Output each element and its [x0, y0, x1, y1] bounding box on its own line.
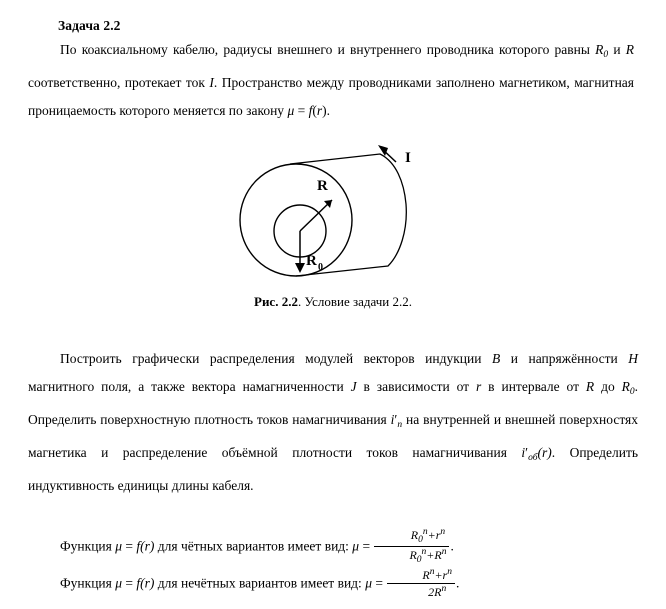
intro-text-2: и — [608, 42, 626, 57]
formula-odd-numerator — [387, 567, 455, 584]
symbol-R0: R — [595, 42, 604, 57]
body-text-1: Построить графически распределения модулей векторов индукции — [60, 351, 492, 366]
symbol-i-surface-prime: ′ — [394, 412, 398, 427]
intro-text-3: соответственно, протекает ток — [28, 75, 210, 90]
formula-even-eq2: = — [359, 538, 374, 554]
figure-caption-text: . Условие задачи 2.2. — [297, 294, 412, 309]
figure-svg — [228, 138, 448, 290]
formula-odd-f: f — [136, 575, 141, 591]
frac-odd-num-r-sup: n — [447, 567, 452, 577]
figure-label-R: R — [317, 178, 328, 194]
formula-odd-fraction — [387, 567, 455, 600]
coaxial-cable-figure — [228, 138, 448, 290]
frac-odd-den-2R: 2R — [428, 584, 442, 599]
formula-even-mu2: μ — [352, 538, 360, 554]
formula-odd-eq2: = — [371, 575, 387, 591]
page-title: Задача 2.2 — [58, 18, 121, 33]
symbol-i-volume: i — [521, 445, 526, 460]
symbol-R0-body: R — [621, 379, 630, 394]
figure-label-I: I — [405, 150, 411, 166]
symbol-R0-subscript: 0 — [603, 50, 609, 60]
body-text-4: в зависимости от — [356, 379, 476, 394]
intro-text-1: По коаксиальному кабелю, радиусы внешнего и внутреннего проводника которого равны — [60, 42, 596, 57]
symbol-i-volume-prime: ′ — [525, 445, 529, 460]
formula-even-arg: (r) — [140, 538, 155, 554]
formula-odd-denominator — [387, 584, 455, 600]
formula-odd-variants — [28, 568, 638, 601]
figure-label-R0-subscript: 0 — [318, 262, 323, 273]
figure-caption-number: Рис. 2.2 — [254, 294, 298, 309]
radius-R0-arrowhead — [295, 263, 305, 273]
body-text-7: . Определить поверхностную плотность токов намагничивания — [28, 379, 638, 427]
frac-odd-num-plus-r: +r — [434, 568, 448, 582]
symbol-i-surface-subscript: п — [397, 420, 403, 430]
formula-even-period: . — [450, 538, 454, 554]
symbol-f: f — [308, 103, 313, 118]
frac-odd-den-sup: n — [441, 583, 447, 594]
formula-odd-mu: μ — [115, 575, 123, 591]
body-text-8: на внутренней и внешней поверхностях магнетика и распределение объёмной плотности токов намагничивания — [28, 412, 638, 460]
formula-even-numerator — [374, 527, 449, 547]
symbol-r: r — [316, 103, 323, 118]
body-text-5: в интервале от — [481, 379, 586, 394]
symbol-r-body: r — [476, 379, 482, 394]
outer-conductor-circle — [240, 164, 352, 276]
figure-caption — [0, 294, 666, 310]
intro-paragraph — [28, 36, 634, 125]
formula-even-mu: μ — [115, 538, 123, 554]
formula-even-fraction — [374, 527, 449, 566]
symbol-R: R — [625, 42, 634, 57]
body-text-9: . Определить индуктивность единицы длины кабеля. — [28, 445, 639, 493]
formula-even-text-2: для чётных вариантов имеет вид: — [154, 538, 353, 554]
formula-odd-period: . — [455, 575, 460, 591]
body-text-3: магнитного поля, а также вектора намагниченности — [28, 379, 351, 394]
formula-odd-mu2: μ — [365, 575, 372, 591]
intro-period: . — [326, 103, 330, 118]
frac-num-R-sub: 0 — [418, 535, 423, 545]
intro-text-4: . Пространство между проводниками заполнено магнетиком, магнитная проницаемость которого меняется по закону — [28, 75, 634, 118]
figure-label-R0: R — [306, 253, 317, 269]
symbol-i-surface: i — [390, 412, 395, 427]
frac-num-R-sup: n — [422, 527, 428, 537]
symbol-mu: μ — [287, 103, 295, 118]
body-text-6: до — [594, 379, 622, 394]
frac-num-r-sup: n — [440, 527, 446, 537]
formula-even-text-1: Функция — [60, 538, 116, 554]
symbol-B: B — [491, 351, 501, 366]
formula-odd-text-1: Функция — [60, 575, 116, 591]
symbol-i-volume-arg: (r) — [537, 445, 552, 460]
formula-odd-eq1: = — [122, 575, 137, 591]
paren-open: ( — [312, 103, 317, 118]
frac-den-R2-sup: n — [441, 546, 447, 557]
frac-num-plus-r: +r — [427, 528, 441, 542]
frac-den-plus-R: +R — [426, 547, 442, 562]
symbol-I: I — [209, 75, 214, 90]
symbol-J: J — [350, 379, 357, 394]
formula-even-variants — [28, 528, 638, 567]
symbol-H: H — [628, 351, 638, 366]
symbol-R0-body-subscript: 0 — [629, 387, 635, 397]
symbol-equals: = — [294, 103, 309, 118]
body-paragraph — [28, 345, 638, 500]
frac-den-R-sup: n — [421, 546, 427, 557]
formula-odd-arg: (r) — [140, 575, 155, 591]
formula-even-denominator — [374, 547, 449, 566]
formula-odd-text-2: для нечётных вариантов имеет вид: — [154, 575, 366, 591]
body-text-2: и напряжённости — [500, 351, 629, 366]
formula-even-f: f — [136, 538, 141, 554]
frac-den-R-sub: 0 — [416, 554, 422, 565]
frac-den-R: R — [409, 547, 417, 562]
frac-odd-num-R-sup: n — [429, 567, 435, 577]
frac-num-R: R — [410, 528, 419, 542]
symbol-i-volume-subscript: об — [528, 453, 538, 463]
frac-odd-num-R: R — [422, 568, 430, 582]
symbol-R-body: R — [585, 379, 595, 394]
formula-even-eq1: = — [122, 538, 137, 554]
paren-close: ) — [322, 103, 327, 118]
